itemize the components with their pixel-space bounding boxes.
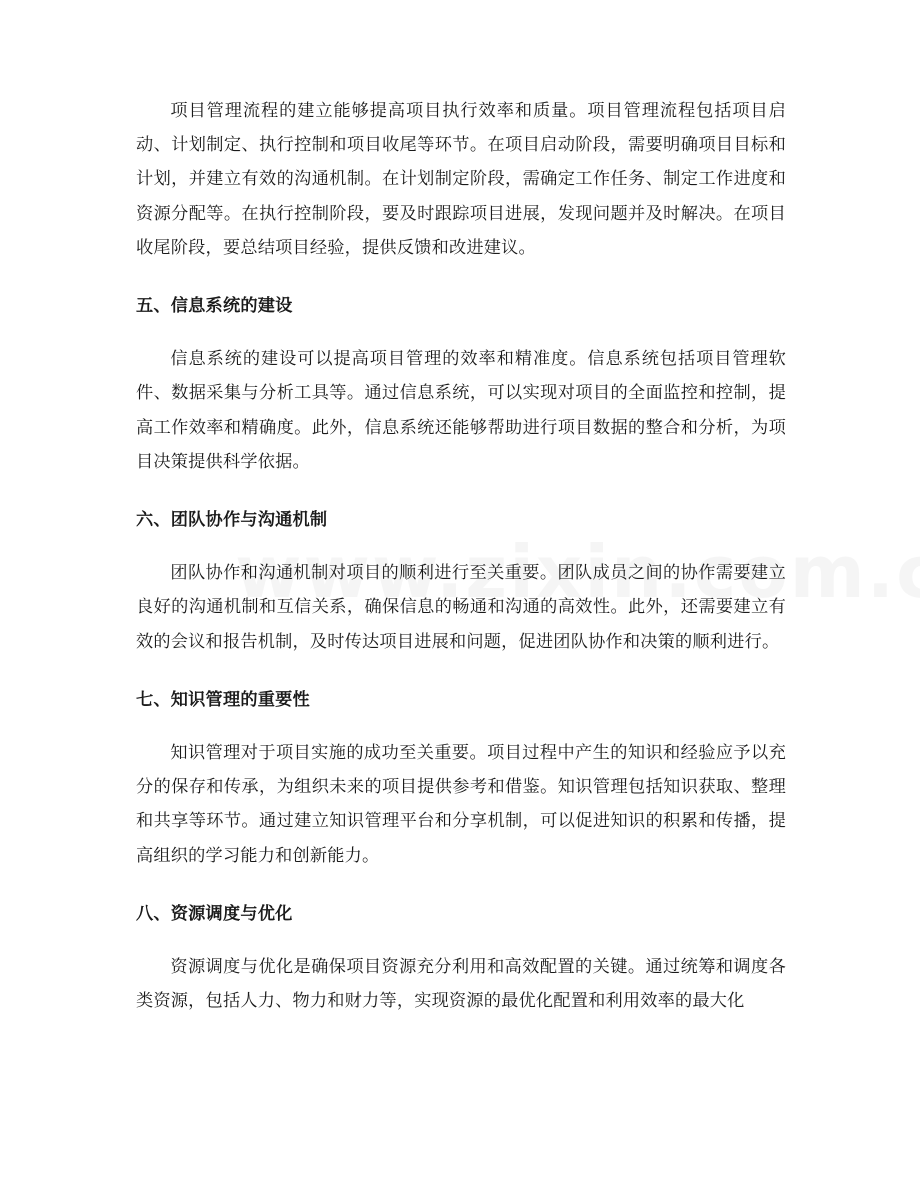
document-body [136,94,786,1018]
section-paragraph-7: 知识管理对于项目实施的成功至关重要。项目过程中产生的知识和经验应予以充分的保存和传承，为组织未来的项目提供参考和借鉴。知识管理包括知识获取、整理和共享等环节。通过建立知识管理平台和分享机制，可以促进知识的积累和传播，提高组织的学习能力和创新能力。 [136,743,786,866]
section-heading-7: 七、知识管理的重要性 [136,689,310,710]
section-paragraph-5: 信息系统的建设可以提高项目管理的效率和精准度。信息系统包括项目管理软件、数据采集与分析工具等。通过信息系统，可以实现对项目的全面监控和控制，提高工作效率和精确度。此外，信息系统还能够帮助进行项目数据的整合和分析，为项目决策提供科学依据。 [136,349,786,472]
section-paragraph-6: 团队协作和沟通机制对项目的顺利进行至关重要。团队成员之间的协作需要建立良好的沟通机制和互信关系，确保信息的畅通和沟通的高效性。此外，还需要建立有效的会议和报告机制，及时传达项目进展和问题，促进团队协作和决策的顺利进行。 [136,563,786,652]
section-heading-5: 五、信息系统的建设 [136,296,293,317]
section-heading-6: 六、团队协作与沟通机制 [136,510,328,531]
section-heading-8: 八、资源调度与优化 [136,903,293,924]
intro-paragraph: 项目管理流程的建立能够提高项目执行效率和质量。项目管理流程包括项目启动、计划制定、执行控制和项目收尾等环节。在项目启动阶段，需要明确项目目标和计划，并建立有效的沟通机制。在计划制定阶段，需确定工作任务、制定工作进度和资源分配等。在执行控制阶段，要及时跟踪项目进展，发现问题并及时解决。在项目收尾阶段，要总结项目经验，提供反馈和改进建议。 [136,101,786,258]
section-paragraph-8: 资源调度与优化是确保项目资源充分利用和高效配置的关键。通过统筹和调度各类资源，包括人力、物力和财力等，实现资源的最优化配置和利用效率的最大化 [136,957,786,1012]
